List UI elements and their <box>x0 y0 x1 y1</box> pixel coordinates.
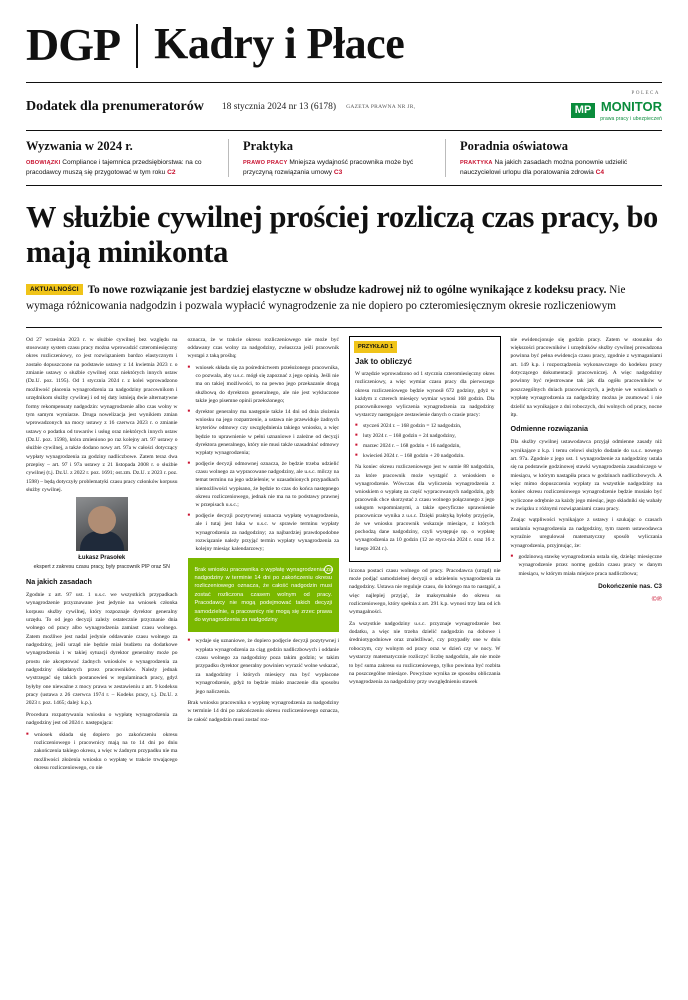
brand-logo: DGP <box>26 19 121 70</box>
teaser-page: C4 <box>595 168 605 176</box>
list-item: ■ podjęcie decyzji odmownej oznacza, że będzie trzeba udzielić czasu wolnego za wypracowane nadgodziny, ale u.s.c. milczy na temat terminu na jego udzielenie; w uzasadnionych przypadkach niemożliwości wypisano, że będzie to czas do końca następnego okresu rozliczeniowego, jednak nie ma na to podstawy prawnej w przepisach u.s.c.; <box>196 460 340 510</box>
c4-subheading: Odmienne rozwiązania <box>510 424 588 434</box>
list-item: ■ luty 2024 r. – 168 godzin + 24 nadgodziny, <box>363 432 495 440</box>
c2-bullet-list <box>188 364 340 554</box>
list-item: ■ marzec 2024 r. – 168 godzin + 16 nadgodzin, <box>363 442 495 450</box>
article-column-4 <box>511 336 663 776</box>
c1-p1: Od 27 września 2023 r. w służbie cywilnej bez względu na stosowany system czasu pracy można wprowadzić czteromiesięczny okres rozliczeniowy, co jest rozwiązaniem bardzo elastycznym i zostało dopuszczone na podstawie ustawy z 14 kwietnia 2023 r. o zmianie ustawy o służbie cywilnej oraz niektórych innych ustaw (Dz.U. poz. 1195). Od 1 stycznia 2024 r. z kolei wprowadzono możliwość płacenia wynagrodzenia za nadgodziny pracownikom i urzędnikom służby cywilnej i od tej daty istnieją dwie alternatywne formy rekompensaty nadgodzin: wynagrodzenie albo czas wolny w tym samym wymiarze. Druga nowelizacja jest wynikiem zmian wprowadzonych na mocy ustawy z 16 czerwca 2023 r. o zmianie ustawy o podatku od towarów i usług oraz niektórych innych ustaw (Dz.U. poz. 1598), która zmieniono po raz kolejny art. 97 ustawy o służbie cywilnej, a także dodano nowy art. 97a w całości dotyczący wypłaty wynagrodzenia za godziny nadliczbowe. Zatem teraz dwa przepisy – art. 97 i 97a ustawy z 21 listopada 2008 r. o służbie cywilnej (t.j. Dz.U. z 2022 r. poz. 1691; ost.zm. Dz.U. z 2023 r. poz. 1598) – będą dotyczyły problematyki czasu pracy członków korpusu służby cywilnej. <box>26 336 178 494</box>
aktualnosci-badge: AKTUALNOŚCI <box>26 284 83 295</box>
supplement-subtitle: Dodatek dla prenumeratorów <box>26 98 204 114</box>
issue-code: GAZETA PRAWNA NR JR, <box>346 103 416 110</box>
example-p2: Na koniec okresu rozliczeniowego jest w sumie 88 nadgodzin, za które pracownik może wystąpić z wnioskiem o wynagrodzenie. Wówczas dla wyliczenia wynagrodzenia z wnioskiem o wypłatę za część wypracowanych nadgodzin, gdy pracownik chce skorzystać z czasu wolnego połączonego z jego usługom wspomnianymi, a także specyficzne uprawnienie pracownicze wynika z u.s.c. Dzięki praktyką byłoby przyjęcie, że we wniosku pracownik wskazuje miesiące, z których pochodzą dane nadgodziny, czyli występuje np. o wypłatę wynagrodzenia za 10 godzin (12 ze stycz-nia 2024 r. oraz 16 z lutego 2024 r.). <box>355 464 495 552</box>
example-body <box>350 370 500 560</box>
teaser-tag: PRAWO PRACY <box>243 160 288 166</box>
c1-subheading: Na jakich zasadach <box>26 576 92 586</box>
teaser-body <box>243 158 431 177</box>
c4-p2: Dla służby cywilnej ustawodawca przyjął odmienne zasady niż wynikające z k.p. i temu celowi służyło dodanie do u.s.c. nowego art. 97a. Zgodnie z jego ust. 1 wynagrodzenie za nadgodziny ustala się na podstawie godzinowej stawki wynagrodzenia zasadniczego w miesiącu, w którym nastąpiła praca w godzinach nadliczbowych. A więc mimo dopuszczenia wypłaty za wszystkie nadgodziny na koniec okresu rozliczeniowego wynagrodzenie będzie musiało być wyliczone odrębnie za każdy jego miesiąc, jego składniki się wahały w związku z różnymi rozwiązaniami czasu pracy. <box>510 439 663 513</box>
copyright-icon: ©℗ <box>651 594 662 603</box>
teaser-row <box>0 131 688 177</box>
article-body <box>0 328 688 776</box>
example-bullets <box>355 422 495 460</box>
example-heading: Jak to obliczyć <box>355 357 412 367</box>
c1-bullet-list <box>26 731 178 773</box>
lead-rest: Nie wymaga różnicowania nadgodzin i pozwala wypłacić wynagrodzenie za nie dopiero po czteromiesięcznym okresie rozliczeniowym <box>26 283 626 312</box>
list-item: ■ godzinową stawkę wynagrodzenia ustala się, dzieląc miesięczne wynagrodzenie przez normę godzin czasu pracy w danym miesiącu, w którym miała miejsce praca nadliczbowa; <box>519 553 663 578</box>
list-item: ■ kwiecień 2024 r. – 168 godzin + 20 nadgodzin. <box>363 452 495 460</box>
author-box <box>26 497 178 570</box>
teaser-text: Na jakich zasadach można ponownie udzielić nauczycielowi urlopu dla poratowania zdrowia <box>460 159 628 176</box>
c1-p3: Procedura rozpatrywania wniosku o wypłatę wynagrodzenia za nadgodziny jest od 2024 r. następująca: <box>26 711 178 727</box>
teaser-body <box>460 158 648 177</box>
c1-p2: Zgodnie z art. 97 ust. 1 u.s.c. we wszystkich przypadkach wynagrodzenie przyznawane jest jedynie na wniosek członka korpusu służby cywilnej, który rozpoznaje dyrektor generalny urzędu. To od jego decyzji zależy ostatecznie przyznanie dnia wolnego od pracy albo wynagrodzenia zamiast czasu wolnego. Zatem możliwe jest nadal jedynie oddawanie czasu wolnego za nadgodziny, jeśli urząd nie będzie miał budżetu na dodatkowe wynagrodzenia i w takiej sytuacji dyrektor generalny może po prostu nie akceptować żadnych wniosków o wynagrodzenia za nadgodziny składanych przez pracowników. Należy jednak wystrzegać się takich postanowień w regulaminach pracy, gdyż byłyby one nieważne z mocy prawa w zestawieniu z art. 9 kodeksu pracy (ustawa z 26 czerwca 1974 r. – Kodeks pracy, t.j. Dz.U. z 2023 r. poz. 1465; dalej: k.p.). <box>26 591 178 707</box>
sub-masthead-bar <box>0 83 688 122</box>
page-title: W służbie cywilnej prościej rozliczą czas pracy, bo mają minikonta <box>26 200 658 270</box>
issue-date: 18 stycznia 2024 nr 13 (6178) <box>221 101 337 112</box>
article-column-1 <box>26 336 178 776</box>
list-item: ■ wniosek składa się za pośrednictwem przełożonego pracownika, co pozwala, aby u.s.c. mógł się zapoznać z jego opinią. Jeśli nie ma on takiej możliwości, to na pewno jego przekazanie drogą służbową do dyrektora generalnego, ale nie jest wykluczone także jego pisemne opinii przełożonego; <box>196 364 340 406</box>
continuation-note: Dokończenie nas. C3 <box>598 582 662 590</box>
c4-bullet-list <box>511 553 663 578</box>
list-item: ■ wydaje się uznaniowe, że dopiero podjęcie decyzji pozytywnej i wypłata wynagrodzenia za ciąg godzin nadliczbowych i oddanie czasu wolnego za nadgodziny poza takim godzin; w takim przypadku dyrektor generalny powinien wyrazić wolne wskazać, za nadgodziny i których miesięcy ma być wypłacone wynagrodzenie, gdyż to będzie miało znaczenie dla sposobu jego naliczenia. <box>196 637 340 696</box>
monitor-title: MONITOR <box>600 99 662 114</box>
teaser-text: Compliance i tajemnica przedsiębiorstwa: na co pracodawcy muszą się przygotować w tym roku <box>26 159 202 176</box>
teaser-heading: Wyzwania w 2024 r. <box>26 139 133 153</box>
example-p1: W urzędzie wprowadzono od 1 stycznia czteromiesięczny okres rozliczeniowy, a więc wymiar czasu pracy dla pierwszego okresu rozliczeniowego będzie wynosił 672 godziny, gdyż w każdym z czterech miesięcy wymiar wynosi 168 godzin. Dla pracownikowego wyliczenia wynagrodzenia za nadgodziny wystarczy następujące zestawienie danych o czasie pracy: <box>355 371 495 418</box>
teaser-tag: PRAKTYKA <box>460 160 493 166</box>
list-item: ■ wniosek składa się dopiero po zakończeniu okresu rozliczeniowego i pracownicy mają na to 14 dni po dniu zakończenia takiego okresu, a więc w żadnym przypadku nie ma możliwości złożenia wniosku o wypłatę w trakcie trwającego okresu rozliczeniowego, co nie <box>34 731 178 773</box>
pull-quote-box <box>188 558 340 633</box>
teaser-item[interactable] <box>26 139 228 177</box>
list-item: ■ styczeń 2024 r. – 168 godzin = 12 nadgodzin, <box>363 422 495 430</box>
teaser-item[interactable] <box>228 139 445 177</box>
teaser-item[interactable] <box>445 139 662 177</box>
partner-logo-block <box>571 91 662 122</box>
c4-p3: Znając wątpliwości wynikające z ustawy i szukając o czasach ustalania wynagrodzenia za nadgodziny, tym razem ustawodawca wyraźnie uregulował matematyczny sposób wyliczania wynagrodzenia, przyjmując, że: <box>510 517 662 549</box>
teaser-heading: Praktyka <box>243 139 293 153</box>
teaser-tag: OBOWIĄZKI <box>26 160 61 166</box>
c3-p2: Za wszystkie nadgodziny u.s.c. przyznaje wynagrodzenie bez dodatku, a więc nie trzeba dzielić nadgodzin na dobowe i średniotygodniowe oraz znaleźliwać, czy przypadły one w dniu roboczym, czy wolnym od pracy oraz w dzień czy w nocy. W wystarczy matematycznie rozliczyć liczbę nadgodzin, ale nie może to być suma zakresu su rozliczeniowego, tylko powinna być rozbita na poszczególne miesiące. Powyższe wynika ze sposobu obliczania wynagrodzenia za nadgodziny przy uwzględnieniu stawek <box>349 620 501 686</box>
masthead <box>0 0 688 68</box>
teaser-body <box>26 158 214 177</box>
pull-quote-text: Brak wniosku pracownika o wypłatę wynagrodzenia za nadgodziny w terminie 14 dni po zakończeniu okresu rozliczeniowego oznacza, że całość nadgodzin musi zostać rozliczona czasem wolnym od pracy. Pracodawcy nie mogą podejmować takich decyzji samodzielnie, a pracownicy nie mogą się zrzec prawa do wynagrodzenia za nadgodziny <box>194 566 332 623</box>
author-role: ekspert z zakresu czasu pracy, były pracownik PIP oraz SN <box>33 563 170 570</box>
c3-p1: liczona postaci czasu wolnego od pracy. Pracodawca (urząd) nie może podjąć samodzielnej decyzji o udzieleniu wynagrodzenia za nadgodziny. Ustawa nie reguluje czasu, do którego ma to nastąpić, a więc najlepiej przyjąć, że maksymalnie do okresu su rozliczeniowego, który spełnia z art. 291 k.p. wynosi trzy lata od ich wymagalności. <box>349 567 501 616</box>
lead-bold: To nowe rozwiązanie jest bardziej elastyczne w obsłudze kadrowej niż to ogólne wynikające z kodeksu pracy. <box>87 283 607 296</box>
quote-mark-icon <box>324 565 333 574</box>
monitor-subtitle: prawa pracy i ubezpieczeń <box>600 116 662 122</box>
teaser-heading: Poradnia oświatowa <box>460 139 568 153</box>
author-photo <box>76 497 128 551</box>
lead-paragraph <box>0 271 688 315</box>
teaser-text: Mniejsza wydajność pracownika może być przyczyną rozwiązania umowy <box>243 159 414 176</box>
article-column-2 <box>188 336 340 776</box>
c2-p1: oznacza, że w trakcie okresu rozliczeniowego nie może być oddawany czas wolny za nadgodziny, zwłaszcza jeśli pracownik wystąpi z taką prośbą; <box>187 336 339 360</box>
list-item: ■ dyrektor generalny ma następnie także 14 dni od dnia złożenia wniosku na jego rozpatrzenie, a ustawa nie przewiduje żadnych kryteriów odmowy czy uwzględnienia takiego wniosku, a więc będzie to uprawnienie w pełni uznaniowe i zależne od decyzji dyrektora generalnego, który nie musi także uzasadniać odmowy wypłaty wynagrodzenia; <box>196 408 340 458</box>
supplement-title: Kadry i Płace <box>154 19 405 68</box>
example-box <box>349 336 501 562</box>
c4-p1: nie ewidencjonuje się godzin pracy. Zatem w stosunku do większości pracowników i urzędników służby cywilnej prowadzona powinna być pełna ewidencja czasu pracy, zgodnie z wymaganiami art. 149 k.p. i rozporządzenia wykonawczego do kodeksu pracy dotyczącego dokumentacji pracowniczej. A więc nadgodziny powinny być rejestrowane tak jak dla ogółu pracowników w poszczególnych dniach pracowniczych, a jedynie we wnioskach o wypłatę wynagrodzenia za nadgodziny można je zsumować i nie dzielić na wynikające z dni roboczych, dni wolnych od pracy, nocne itp. <box>510 336 662 418</box>
c2-bullet-list-2 <box>188 637 340 696</box>
teaser-page: C2 <box>167 168 176 176</box>
author-name: Łukasz Prasołek <box>78 555 126 562</box>
masthead-divider <box>136 24 138 68</box>
list-item: ■ podjęcie decyzji pozytywnej oznacza wypłatę wynagrodzenia, ale i tutaj jest luka w u.s.c. w sprawie terminu wypłaty wynagrodzenia za nadgodziny; za najbardziej prawdopodobne rozwiązanie należy przyjąć termin wypłaty wynagrodzenia za kolejny miesiąc kalendarzowy; <box>196 512 340 554</box>
teaser-page: C3 <box>333 168 343 176</box>
monitor-badge-icon: MP <box>571 103 596 118</box>
article-column-3 <box>349 336 501 776</box>
poleca-label: POLECA <box>631 91 660 96</box>
c2-p-end: Brak wniosku pracownika o wypłatę wynagrodzenia za nadgodziny w terminie 14 dni po zakończeniu okresu rozliczeniowego oznacza, że całość nadgodzin musi zostać roz- <box>187 699 339 723</box>
example-tag: PRZYKŁAD 1 <box>354 341 397 354</box>
